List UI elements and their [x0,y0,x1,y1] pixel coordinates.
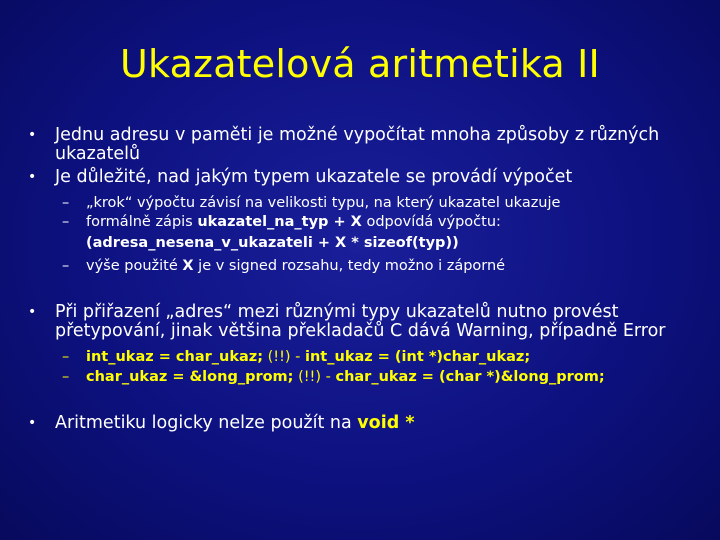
sub-3-1-code: int_ukaz = char_ukaz; [86,349,264,365]
sub-3-1-code2: int_ukaz = (int *)char_ukaz; [305,349,531,365]
bullet-marker: • [28,415,37,431]
sub-2-2-pre: formálně zápis [86,214,198,230]
bullet-1-line1: Jednu adresu v paměti je možné vypočítat mnoha způsoby z různých [55,125,660,145]
sub-2-1-text: „krok“ výpočtu závisí na velikosti typu, na který ukazatel ukazuje [86,195,561,211]
bullet-3 [28,303,703,343]
sub-2-3-post: je v signed rozsahu, tedy možno i záporné [193,258,506,274]
sub-2-2-post: odpovídá výpočtu: [361,214,501,230]
slide-title: Ukazatelová aritmetika II [120,42,600,86]
bullet-2 [28,168,703,188]
sub-3-1-mid: (!!) - [263,349,306,365]
dash-marker: – [62,214,70,230]
dash-marker: – [62,195,70,211]
bullet-3-line2: přetypování, jinak většina překladačů C dává Warning, případně Error [55,321,666,341]
bullet-1-line2: ukazatelů [55,144,141,164]
bullet-4-code: void * [357,413,415,433]
dash-marker: – [62,258,70,274]
sub-2-3-pre: výše použité [86,258,183,274]
bullet-marker: • [28,127,37,143]
sub-3-2-code2: char_ukaz = (char *)&long_prom; [335,369,605,385]
dash-marker: – [62,369,70,385]
bullet-1 [28,126,703,166]
dash-marker: – [62,349,70,365]
sub-3-2-mid: (!!) - [293,369,336,385]
bullet-2-text: Je důležité, nad jakým typem ukazatele se provádí výpočet [55,167,573,187]
bullet-4 [28,414,703,434]
sub-2-3-code: X [182,258,194,274]
sub-2-2-formula: (adresa_nesena_v_ukazateli + X * sizeof(typ)) [86,235,459,251]
sub-3-2-code: char_ukaz = &long_prom; [86,369,294,385]
bullet-4-pre: Aritmetiku logicky nelze použít na [55,413,358,433]
bullet-marker: • [28,169,37,185]
bullet-3-line1: Při přiřazení „adres“ mezi různými typy ukazatelů nutno provést [55,302,619,322]
sub-2-2-code: ukazatel_na_typ + X [197,214,362,230]
bullet-marker: • [28,304,37,320]
